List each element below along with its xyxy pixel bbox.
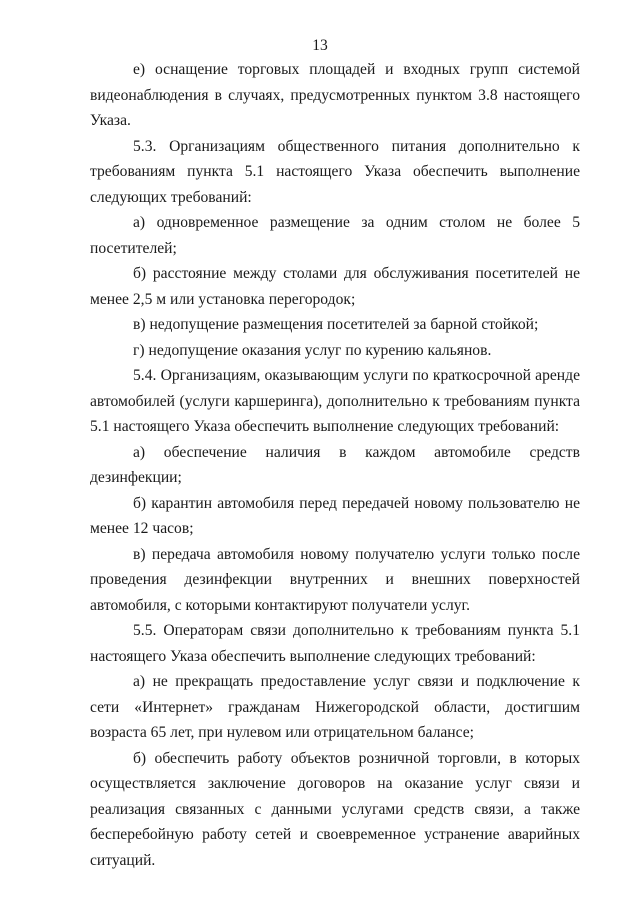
paragraph-5-3-a: а) одновременное размещение за одним столом не более 5 посетителей; (90, 214, 580, 257)
page-number: 13 (312, 37, 328, 54)
paragraph-e-video-surveillance: е) оснащение торговых площадей и входных групп системой видеонаблюдения в случаях, предусмотренных пунктом 3.8 настоящего Указа. (90, 61, 580, 129)
paragraph-5-4-carsharing: 5.4. Организациям, оказывающим услуги по краткосрочной аренде автомобилей (услуги каршеринга), дополнительно к требованиям пункта 5.1 настоящего Указа обеспечить выполнение следующих требований: (90, 367, 580, 435)
paragraph-5-3-v: в) недопущение размещения посетителей за барной стойкой; (133, 316, 539, 333)
paragraph-5-5-telecom: 5.5. Операторам связи дополнительно к требованиям пункта 5.1 настоящего Указа обеспечить выполнение следующих требований: (90, 622, 580, 665)
document-body (90, 57, 580, 873)
paragraph-5-4-v: в) передача автомобиля новому получателю услуги только после проведения дезинфекции внутренних и внешних поверхностей автомобиля, с которыми контактируют получатели услуг. (90, 545, 580, 614)
paragraph-5-3-b: б) расстояние между столами для обслуживания посетителей не менее 2,5 м или установка перегородок; (90, 265, 580, 308)
paragraph-5-5-b: б) обеспечить работу объектов розничной торговли, в которых осуществляется заключение договоров на оказание услуг связи и реализация связанных с данными услугами средств связи, а также бесперебойную работу сетей и своевременное устранение аварийных ситуаций. (90, 749, 580, 869)
paragraph-5-5-a: а) не прекращать предоставление услуг связи и подключение к сети «Интернет» гражданам Нижегородской области, достигшим возраста 65 лет, при нулевом или отрицательном балансе; (90, 673, 580, 741)
paragraph-5-4-b: б) карантин автомобиля перед передачей новому пользователю не менее 12 часов; (90, 494, 580, 537)
paragraph-5-3-catering: 5.3. Организациям общественного питания дополнительно к требованиям пункта 5.1 настоящего Указа обеспечить выполнение следующих требований: (90, 137, 580, 206)
paragraph-5-4-a: а) обеспечение наличия в каждом автомобиле средств дезинфекции; (90, 443, 580, 486)
paragraph-5-3-g: г) недопущение оказания услуг по курению кальянов. (133, 341, 492, 359)
